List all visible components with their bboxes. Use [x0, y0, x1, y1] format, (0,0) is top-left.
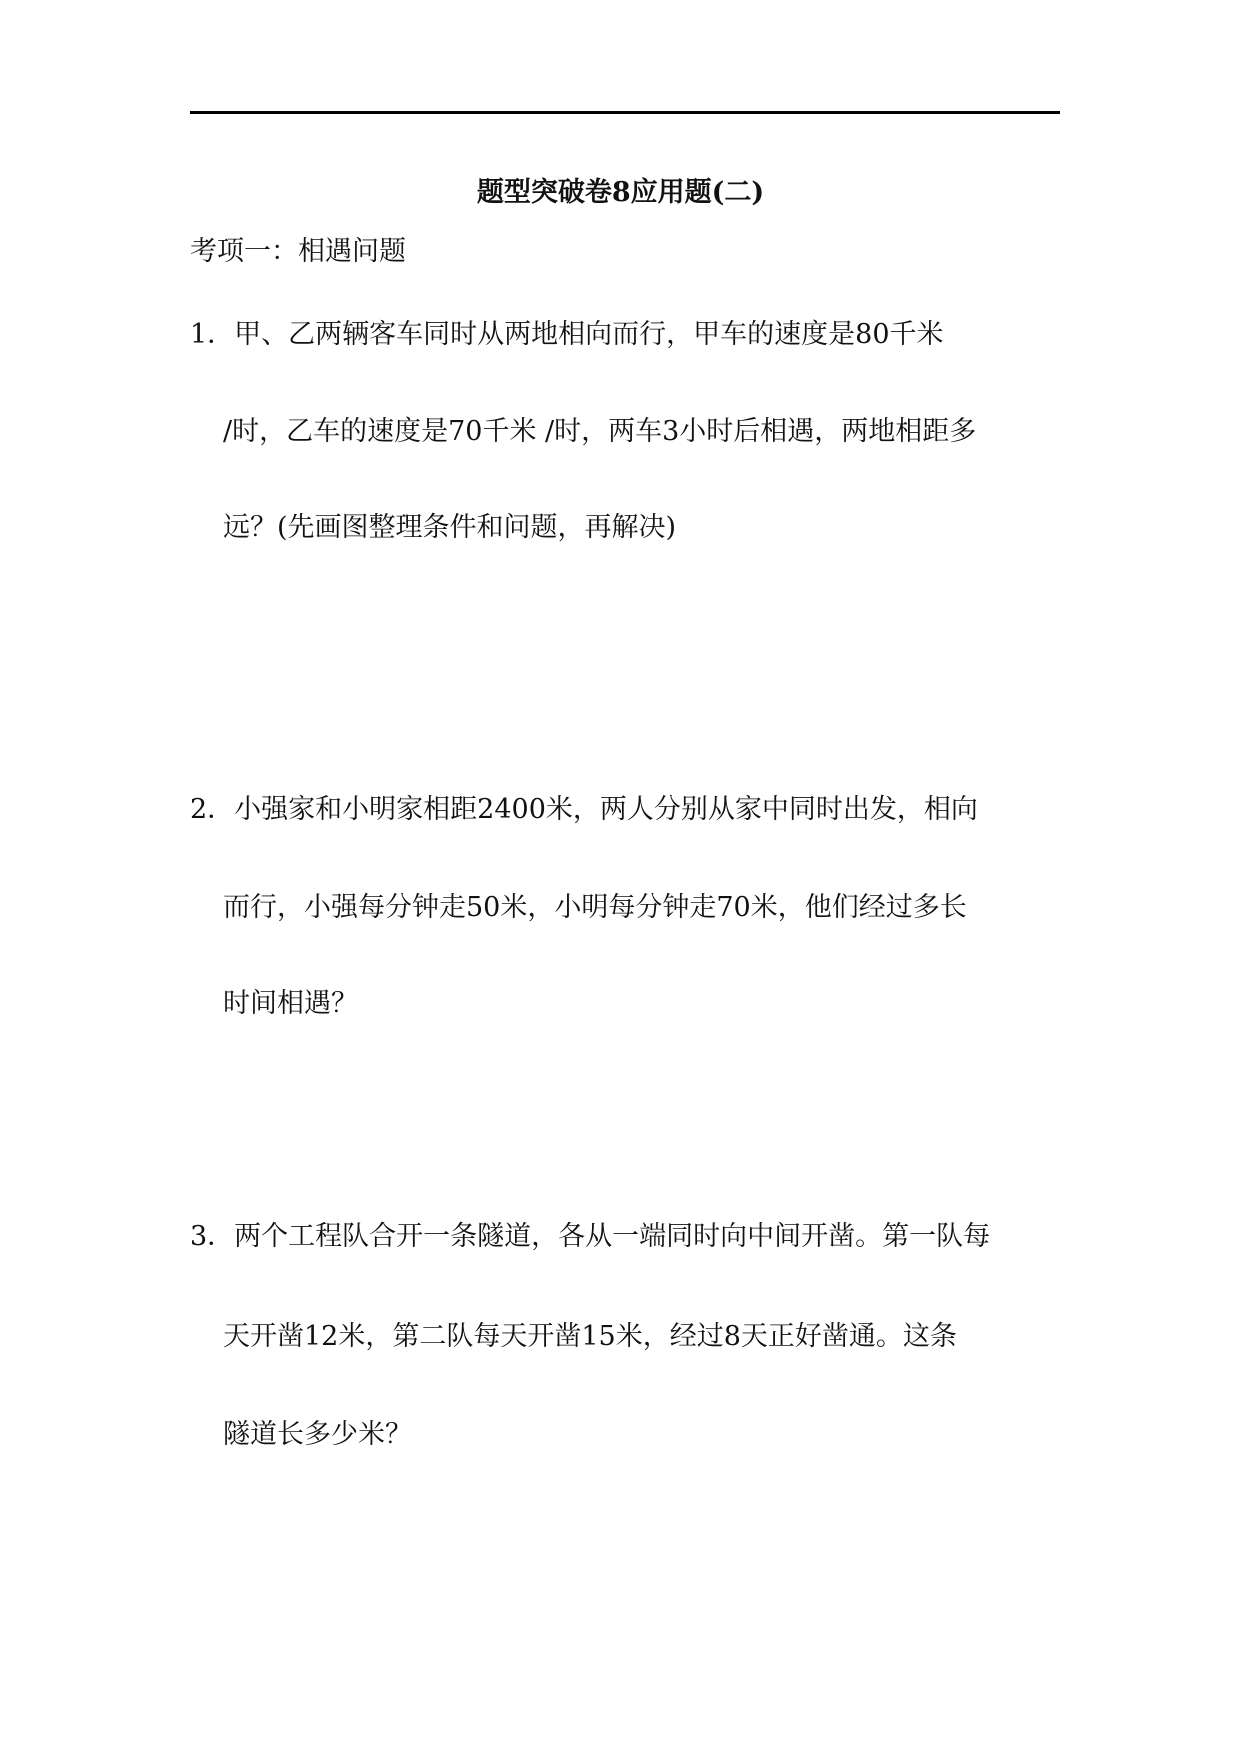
question-line: 而行，小强每分钟走50米，小明每分钟走70米，他们经过多长: [223, 892, 967, 923]
question-line: 2．小强家和小明家相距2400米，两人分别从家中同时出发，相向: [190, 794, 978, 825]
question-line: 1．甲、乙两辆客车同时从两地相向而行，甲车的速度是80千米: [190, 319, 944, 350]
question-line: 3．两个工程队合开一条隧道，各从一端同时向中间开凿。第一队每: [190, 1221, 991, 1252]
question-line: /时，乙车的速度是70千米 /时，两车3小时后相遇，两地相距多: [223, 416, 977, 447]
header-rule: [190, 111, 1060, 114]
question-line: 时间相遇？: [223, 988, 358, 1019]
question-line: 远？(先画图整理条件和问题，再解决): [223, 512, 677, 543]
question-line: 天开凿12米，第二队每天开凿15米，经过8天正好凿通。这条: [223, 1321, 957, 1352]
page-title: 题型突破卷8应用题(二): [476, 177, 765, 208]
section-heading: 考项一：相遇问题: [190, 236, 406, 267]
question-line: 隧道长多少米？: [223, 1419, 412, 1450]
